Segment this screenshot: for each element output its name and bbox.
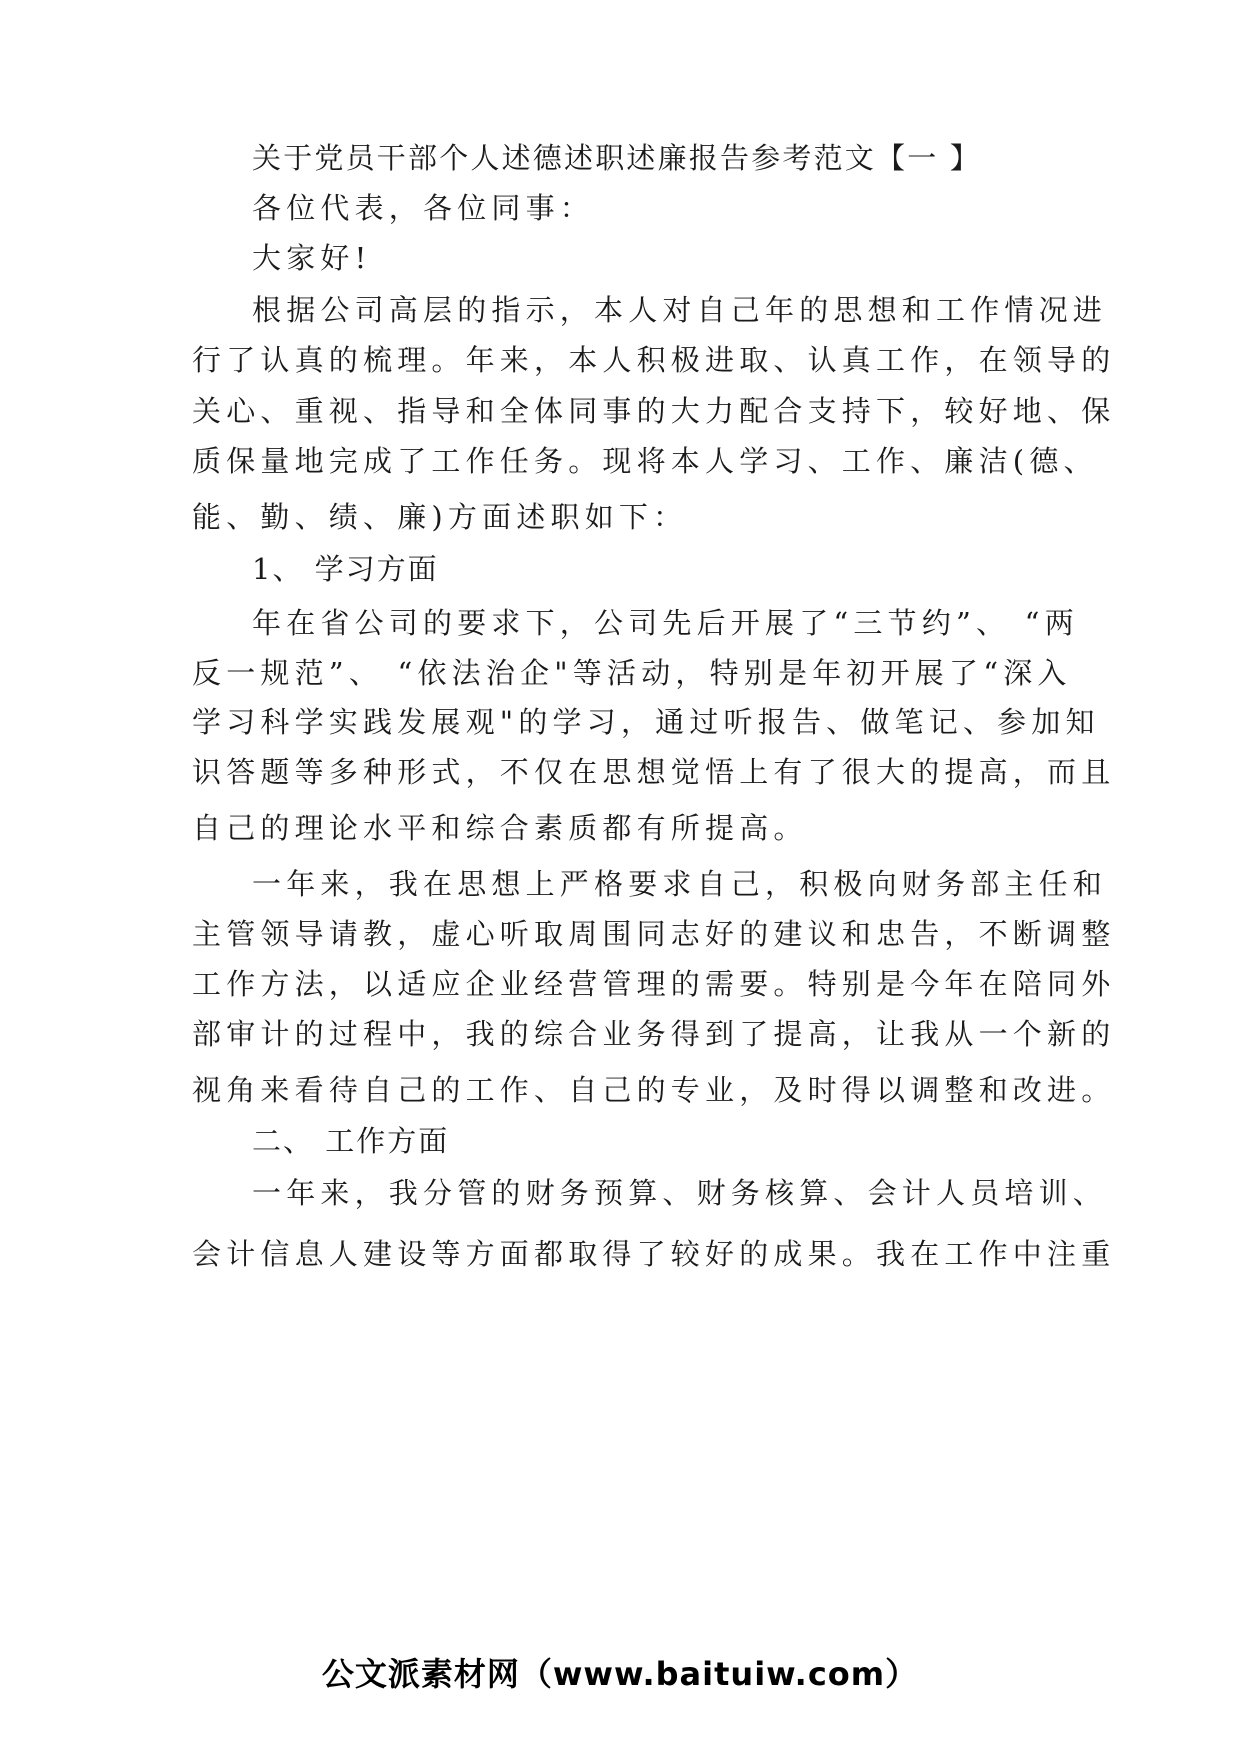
paragraph-line: 反一规范”、 “依法治企"等活动，特别是年初开展了“深入 bbox=[192, 656, 1072, 690]
paragraph-line: 能、勤、绩、廉)方面述职如下： bbox=[192, 500, 688, 534]
paragraph-line: 自己的理论水平和综合素质都有所提高。 bbox=[192, 811, 808, 845]
paragraph-line: 工作方法，以适应企业经营管理的需要。特别是今年在陪同外 bbox=[192, 967, 1116, 1001]
paragraph-line: 关心、重视、指导和全体同事的大力配合支持下，较好地、保 bbox=[192, 394, 1116, 428]
paragraph-line: 行了认真的梳理。年来，本人积极进取、认真工作，在领导的 bbox=[192, 343, 1116, 377]
paragraph-line: 识答题等多种形式，不仅在思想觉悟上有了很大的提高，而且 bbox=[192, 755, 1116, 789]
paragraph-line: 部审计的过程中，我的综合业务得到了提高，让我从一个新的 bbox=[192, 1017, 1116, 1051]
paragraph-line: 一年来，我分管的财务预算、财务核算、会计人员培训、 bbox=[252, 1176, 1108, 1210]
footer-watermark: 公文派素材网（www.baituiw.com） bbox=[321, 1655, 919, 1693]
paragraph-line: 主管领导请教，虚心听取周围同志好的建议和忠告，不断调整 bbox=[192, 917, 1116, 951]
section-heading-work: 二、 工作方面 bbox=[252, 1124, 450, 1158]
paragraph-line: 质保量地完成了工作任务。现将本人学习、工作、廉洁(德、 bbox=[192, 444, 1098, 478]
paragraph-line: 根据公司高层的指示，本人对自己年的思想和工作情况进 bbox=[252, 293, 1108, 327]
section-heading-study: 1、 学习方面 bbox=[252, 552, 439, 586]
document-title: 关于党员干部个人述德述职述廉报告参考范文【一 】 bbox=[252, 141, 982, 175]
paragraph-line: 一年来，我在思想上严格要求自己，积极向财务部主任和 bbox=[252, 867, 1108, 901]
paragraph-line: 会计信息人建设等方面都取得了较好的成果。我在工作中注重 bbox=[192, 1237, 1116, 1271]
salutation: 各位代表，各位同事： bbox=[252, 191, 595, 225]
paragraph-line: 年在省公司的要求下，公司先后开展了“三节约”、 “两 bbox=[252, 606, 1079, 640]
paragraph-line: 学习科学实践发展观"的学习，通过听报告、做笔记、参加知 bbox=[192, 705, 1100, 739]
paragraph-line: 视角来看待自己的工作、自己的专业，及时得以调整和改进。 bbox=[192, 1073, 1116, 1107]
greeting: 大家好! bbox=[252, 241, 372, 275]
